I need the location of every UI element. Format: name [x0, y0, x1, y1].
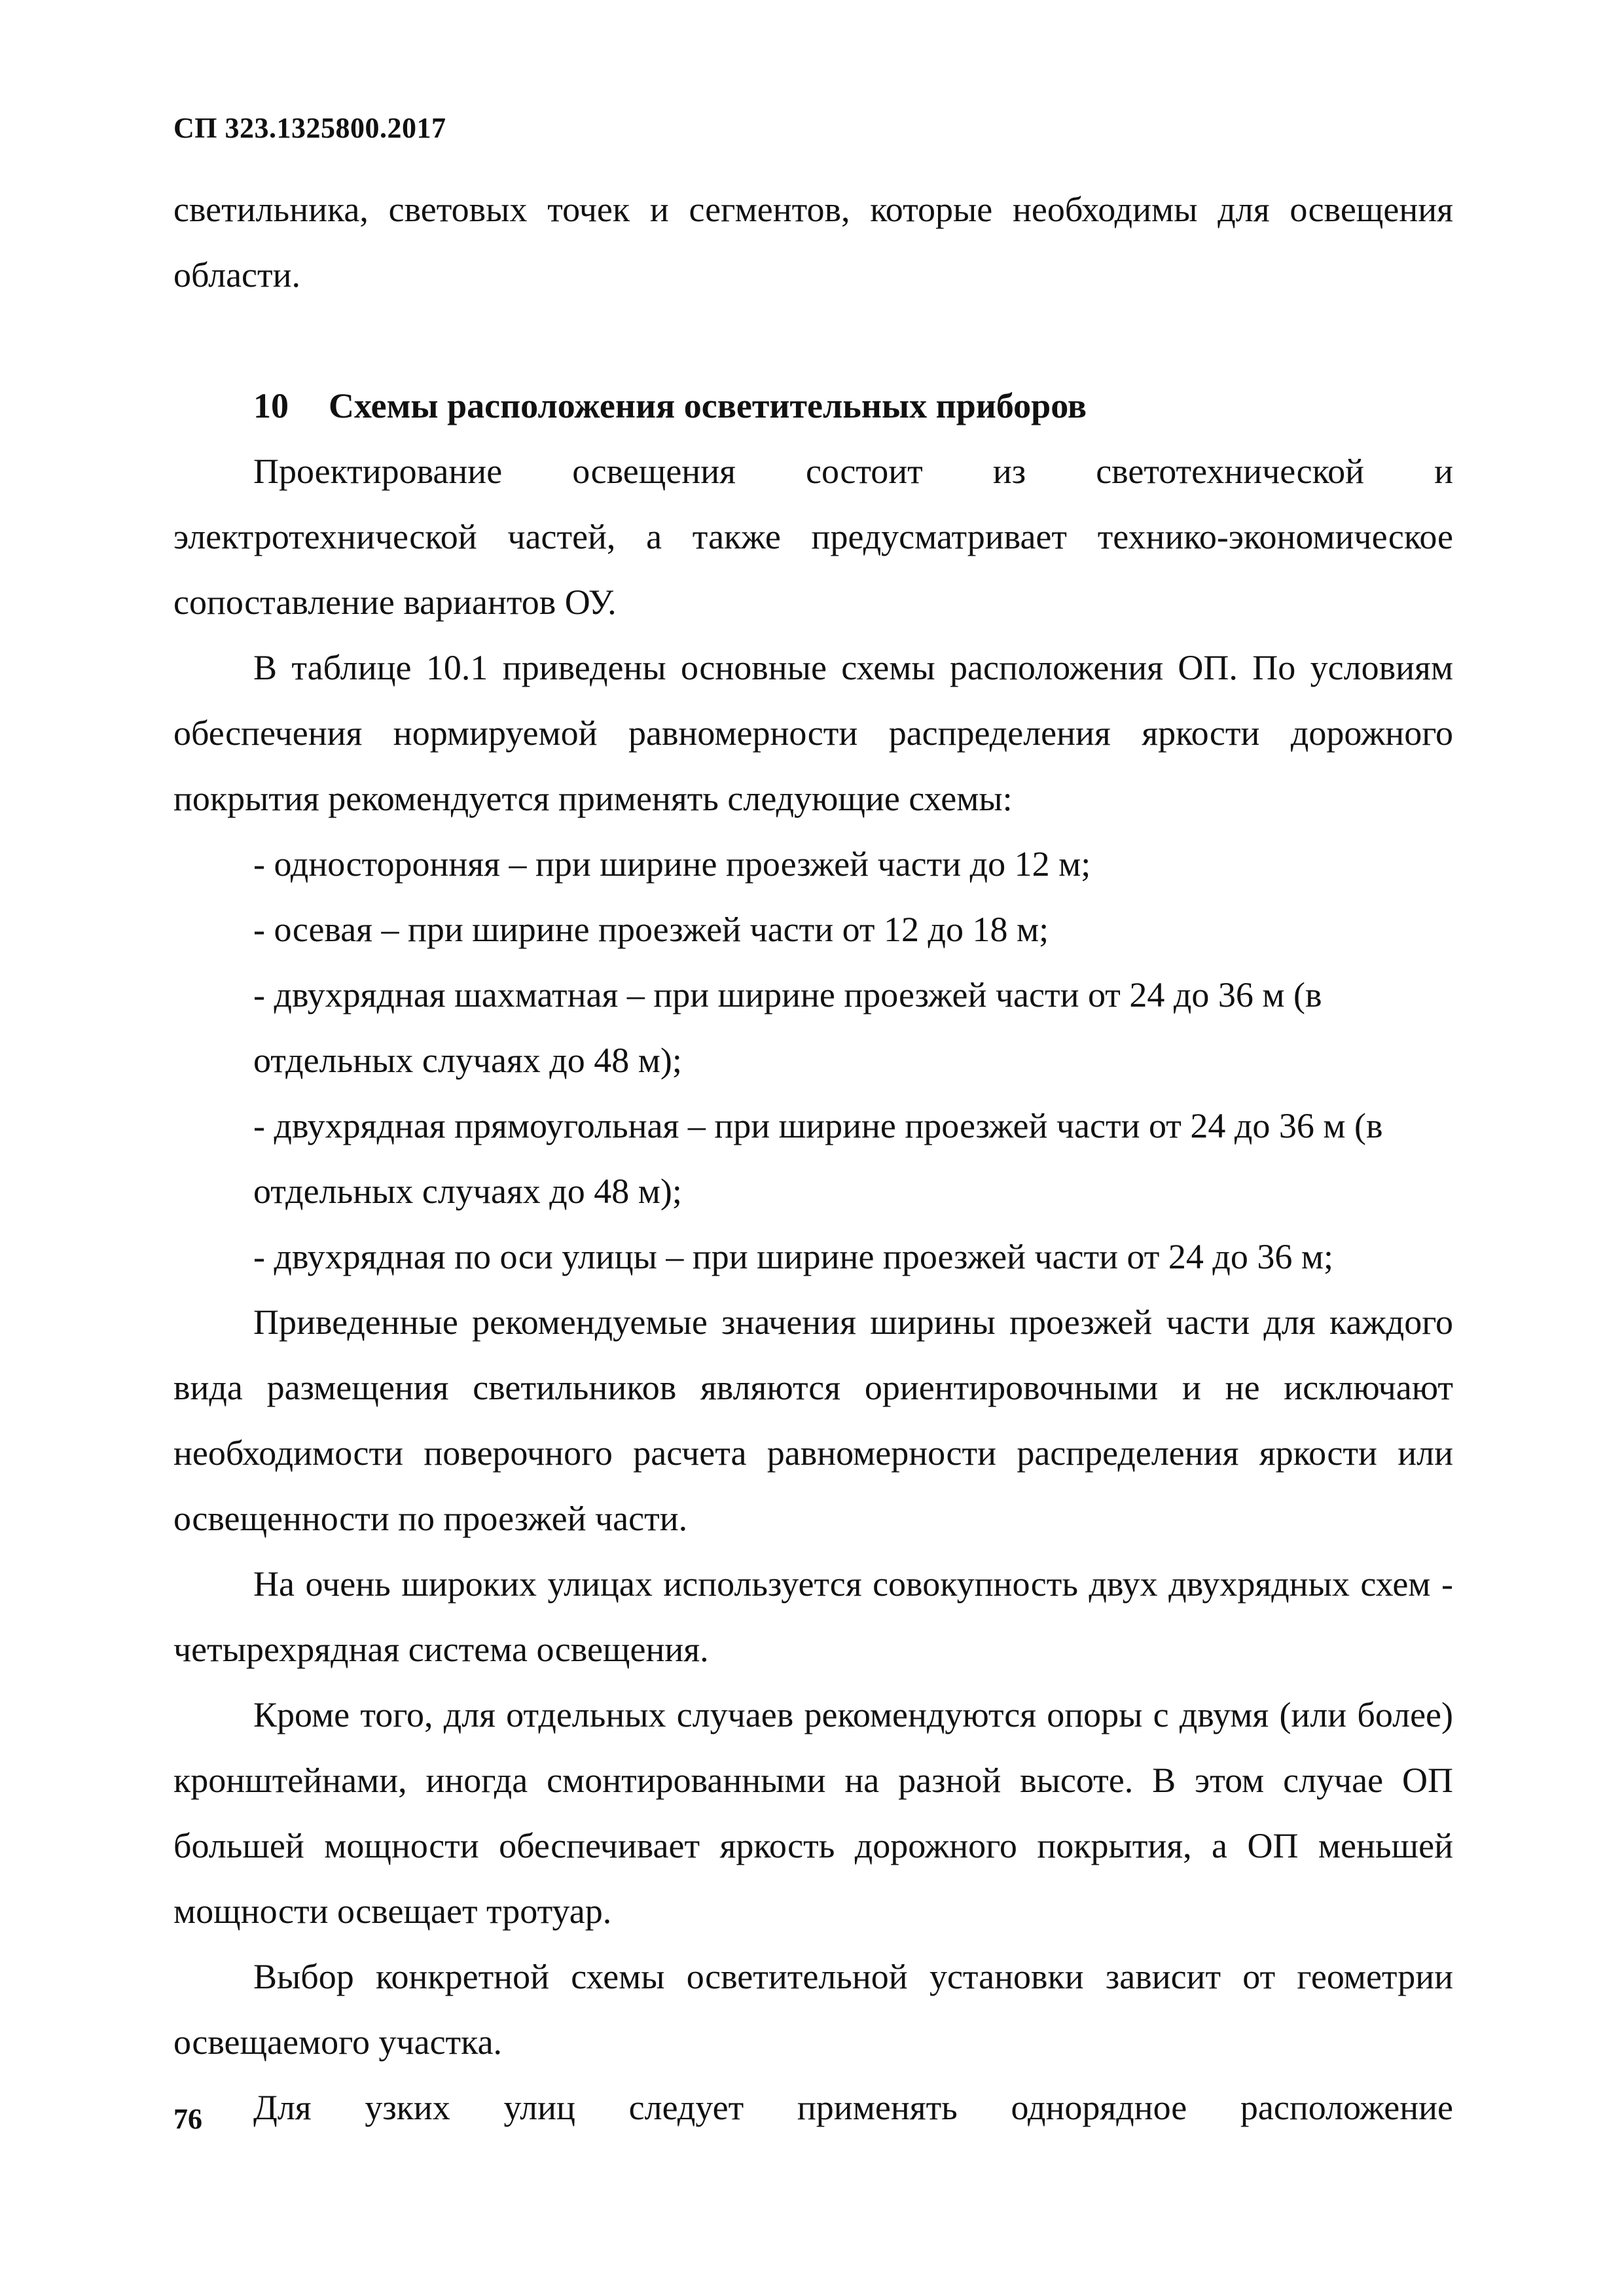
document-body	[173, 177, 1453, 2140]
paragraph-recommended-widths: Приведенные рекомендуемые значения ширины проезжей части для каждого вида размещения светильников являются ориентировочными и не исключают необходимости поверочного расчета равномерности распределения яркости или освещенности по проезжей части.	[173, 1302, 1453, 1538]
paragraph-table-reference: В таблице 10.1 приведены основные схемы расположения ОП. По условиям обеспечения нормируемой равномерности распределения яркости дорожного покрытия рекомендуется применять следующие схемы:	[173, 648, 1453, 818]
list-item-staggered: - двухрядная шахматная – при ширине проезжей части от 24 до 36 м (в отдельных случаях до 48 м);	[253, 975, 1322, 1080]
paragraph-two-brackets: Кроме того, для отдельных случаев рекомендуются опоры с двумя (или более) кронштейнами, иногда смонтированными на разной высоте. В этом случае ОП большей мощности обеспечивает яркость дорожного покрытия, а ОП меньшей мощности освещает тротуар.	[173, 1695, 1453, 1931]
paragraph-narrow-streets: Для узких улиц следует применять однорядное расположение	[253, 2088, 1453, 2127]
paragraph-scheme-choice: Выбор конкретной схемы осветительной установки зависит от геометрии освещаемого участка.	[173, 1957, 1453, 2062]
list-item-one-sided: - односторонняя – при ширине проезжей части до 12 м;	[253, 844, 1091, 884]
paragraph-design-parts: Проектирование освещения состоит из светотехнической и электротехнической частей, а также предусматривает технико-экономическое сопоставление вариантов ОУ.	[173, 452, 1453, 622]
paragraph-wide-streets: На очень широких улицах используется совокупность двух двухрядных схем - четырехрядная система освещения.	[173, 1564, 1453, 1669]
section-number: 10	[253, 386, 289, 425]
list-item-street-axis: - двухрядная по оси улицы – при ширине проезжей части от 24 до 36 м;	[253, 1237, 1334, 1276]
list-item-axial: - осевая – при ширине проезжей части от 12 до 18 м;	[253, 910, 1049, 949]
intro-continuation-paragraph: светильника, световых точек и сегментов, которые необходимы для освещения области.	[173, 190, 1453, 295]
document-code-header: СП 323.1325800.2017	[173, 112, 446, 144]
section-heading	[173, 373, 1453, 439]
page-number: 76	[173, 2103, 202, 2135]
list-item-rectangular: - двухрядная прямоугольная – при ширине проезжей части от 24 до 36 м (в отдельных случаях до 48 м);	[253, 1106, 1383, 1211]
section-title: Схемы расположения осветительных приборов	[329, 386, 1087, 425]
